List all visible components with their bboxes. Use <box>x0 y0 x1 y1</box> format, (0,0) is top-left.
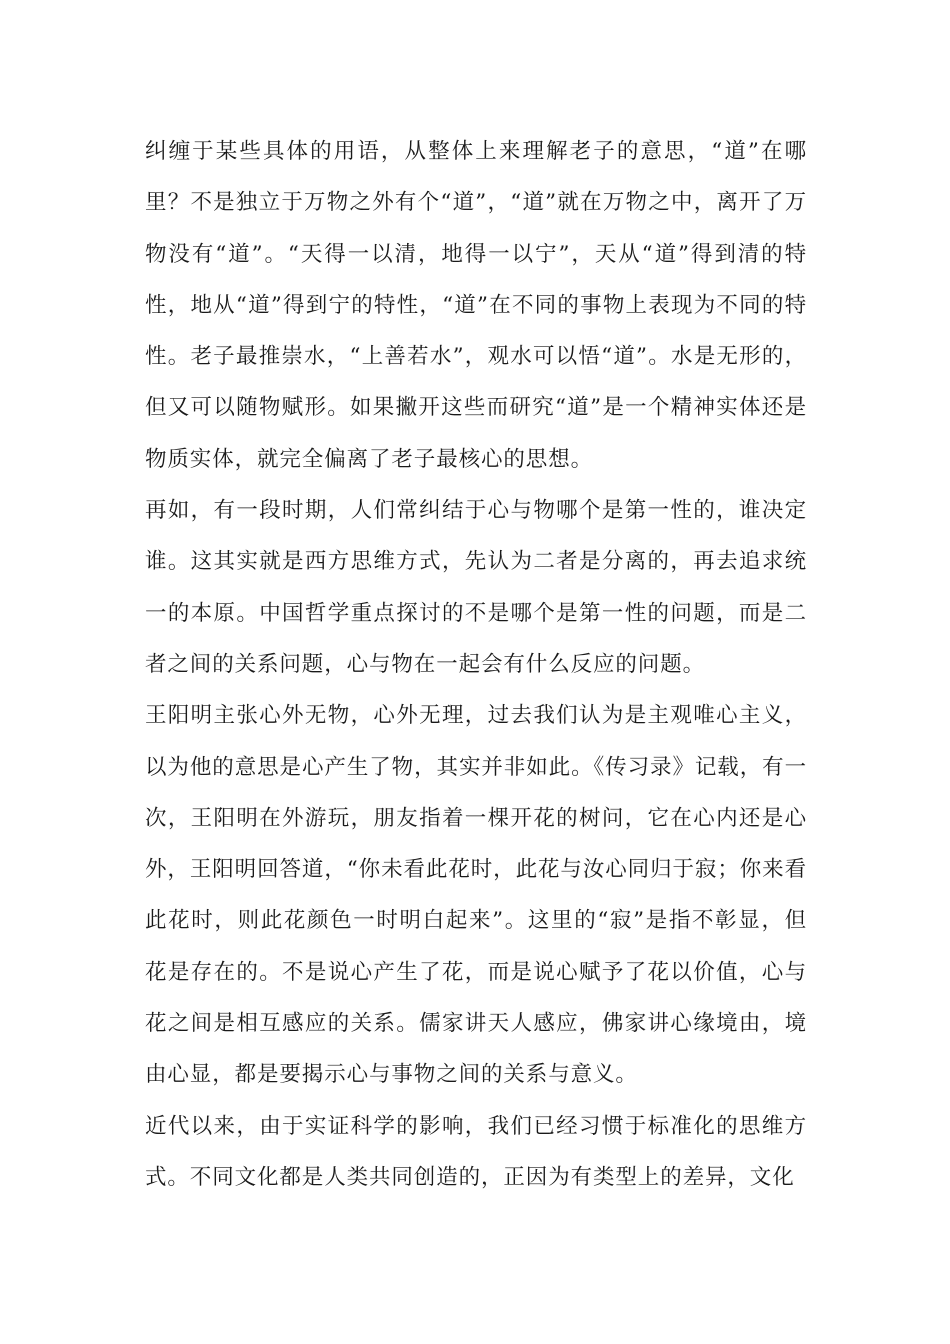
document-body <box>145 126 807 1203</box>
paragraph-4: 近代以来，由于实证科学的影响，我们已经习惯于标准化的思维方式。不同文化都是人类共同创造的，正因为有类型上的差异，文化 <box>145 1113 807 1190</box>
paragraph-1: 纠缠于某些具体的用语，从整体上来理解老子的意思，“道”在哪里？不是独立于万物之外有个“道”，“道”就在万物之中，离开了万物没有“道”。“天得一以清，地得一以宁”，天从“道”得到清的特性，地从“道”得到宁的特性，“道”在不同的事物上表现为不同的特性。老子最推崇水，“上善若水”，观水可以悟“道”。水是无形的，但又可以随物赋形。如果撇开这些而研究“道”是一个精神实体还是物质实体，就完全偏离了老子最核心的思想。 <box>145 139 807 472</box>
paragraph-2: 再如，有一段时期，人们常纠结于心与物哪个是第一性的，谁决定谁。这其实就是西方思维方式，先认为二者是分离的，再去追求统一的本原。中国哲学重点探讨的不是哪个是第一性的问题，而是二者之间的关系问题，心与物在一起会有什么反应的问题。 <box>145 498 807 677</box>
paragraph-3: 王阳明主张心外无物，心外无理，过去我们认为是主观唯心主义，以为他的意思是心产生了物，其实并非如此。《传习录》记载，有一次，王阳明在外游玩，朋友指着一棵开花的树问，它在心内还是心外，王阳明回答道，“你未看此花时，此花与汝心同归于寂；你来看此花时，则此花颜色一时明白起来”。这里的“寂”是指不彰显，但花是存在的。不是说心产生了花，而是说心赋予了花以价值，心与花之间是相互感应的关系。儒家讲天人感应，佛家讲心缘境由，境由心显，都是要揭示心与事物之间的关系与意义。 <box>145 703 807 1088</box>
